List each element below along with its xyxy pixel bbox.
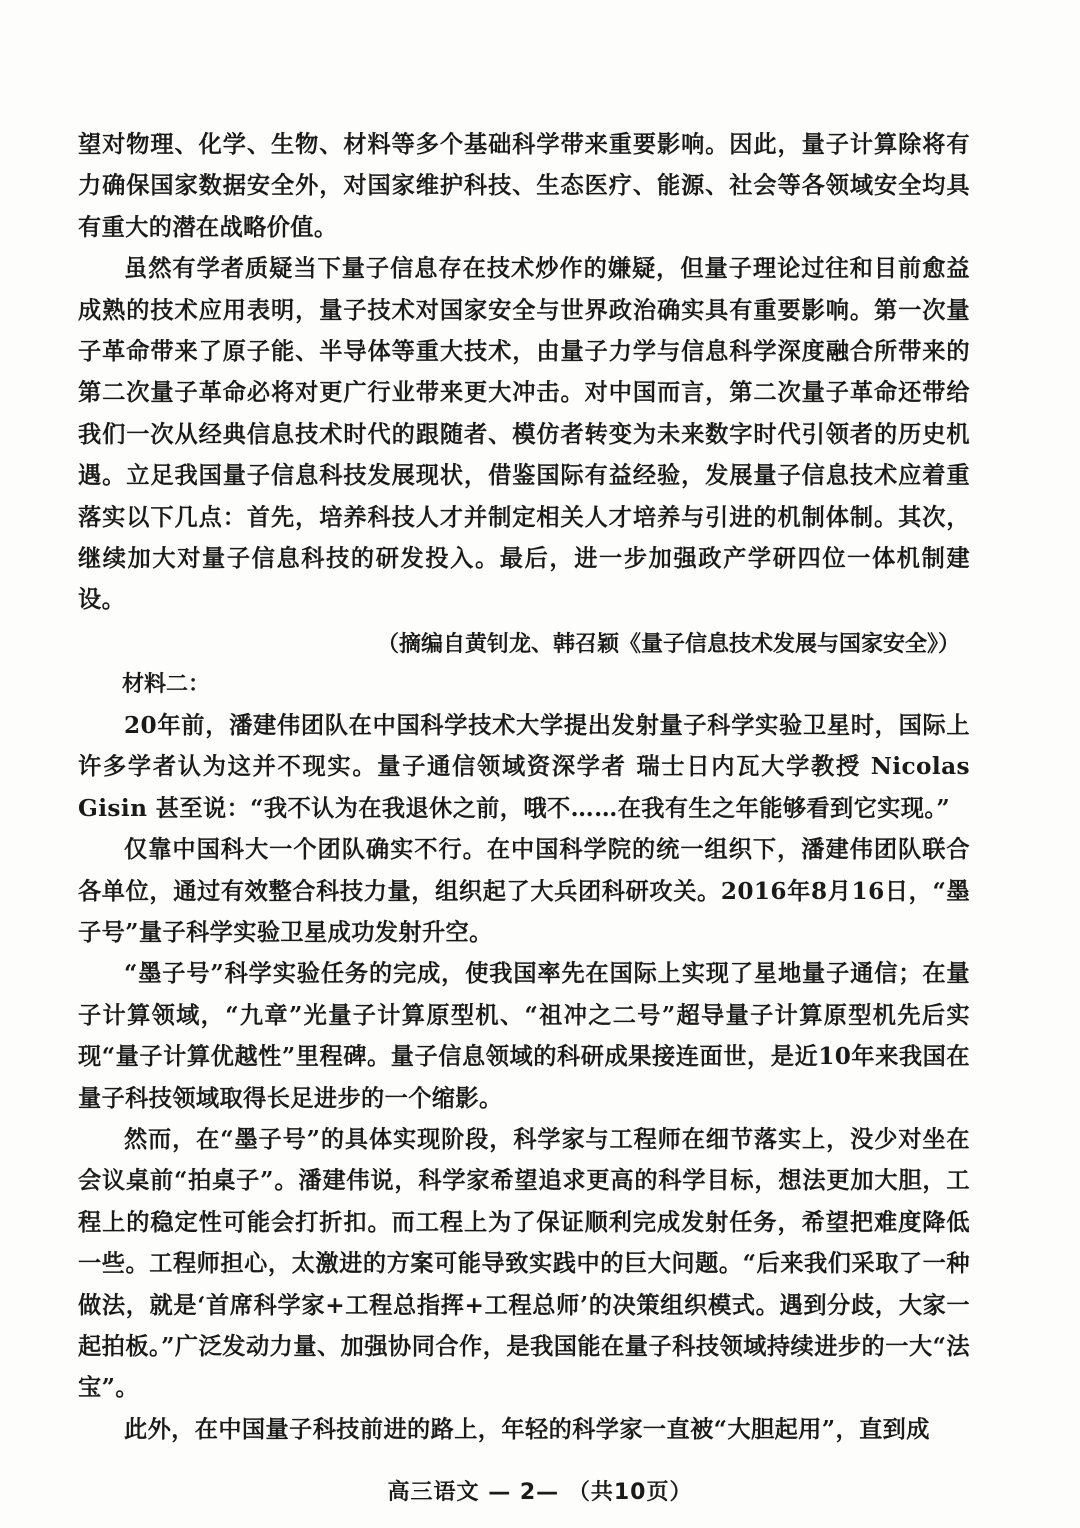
- paragraph-decision-model: 然而，在“墨子号”的具体实现阶段，科学家与工程师在细节落实上，没少对坐在会议桌前“拍桌子”。潘建伟说，科学家希望追求更高的科学目标，想法更加大胆，工程上的稳定性可能会打折扣。而工程上为了保证顺利完成发射任务，希望把难度降低一些。工程师担心，太激进的方案可能导致实践中的巨大问题。“后来我们采取了一种做法，就是‘首席科学家+工程总指挥+工程总师’的决策组织模式。遇到分歧，大家一起拍板。”广泛发动力量、加强协同合作，是我国能在量子科技领域持续进步的一大“法宝”。: [78, 1125, 970, 1402]
- page-content: [78, 124, 970, 1450]
- section-heading-material-two: 材料二：: [122, 671, 211, 697]
- source-citation: （摘编自黄钊龙、韩召颖《量子信息技术发展与国家安全》）: [376, 631, 960, 657]
- paragraph-satellite-proposal: 20年前，潘建伟团队在中国科学技术大学提出发射量子科学实验卫星时，国际上许多学者认为这并不现实。量子通信领域资深学者 瑞士日内瓦大学教授 Nicolas Gisin 甚至说：“我不认为在我退休之前，哦不……在我有生之年能够看到它实现。”: [78, 711, 970, 822]
- paragraph-achievements: “墨子号”科学实验任务的完成，使我国率先在国际上实现了星地量子通信；在量子计算领域，“九章”光量子计算原型机、“祖冲之二号”超导量子计算原型机先后实现“量子计算优越性”里程碑。量子信息领域的科研成果接连面世，是近10年来我国在量子科技领域取得长足进步的一个缩影。: [78, 960, 970, 1112]
- paragraph-quantum-security: 虽然有学者质疑当下量子信息存在技术炒作的嫌疑，但量子理论过往和目前愈益成熟的技术应用表明，量子技术对国家安全与世界政治确实具有重要影响。第一次量子革命带来了原子能、半导体等重大技术，由量子力学与信息科学深度融合所带来的第二次量子革命必将对更广行业带来更大冲击。对中国而言，第二次量子革命还带给我们一次从经典信息技术时代的跟随者、模仿者转变为未来数字时代引领者的历史机遇。立足我国量子信息科技发展现状，借鉴国际有益经验，发展量子信息技术应着重落实以下几点：首先，培养科技人才并制定相关人才培养与引进的机制体制。其次，继续加大对量子信息科技的研发投入。最后，进一步加强政产学研四位一体机制建设。: [78, 255, 970, 614]
- page-footer: 高三语文 — 2— （共10页）: [387, 1480, 693, 1505]
- paragraph-continuation: 望对物理、化学、生物、材料等多个基础科学带来重要影响。因此，量子计算除将有力确保国家数据安全外，对国家维护科技、生态医疗、能源、社会等各领域安全均具有重大的潜在战略价值。: [78, 131, 970, 241]
- paragraph-team-collaboration: 仅靠中国科大一个团队确实不行。在中国科学院的统一组织下，潘建伟团队联合各单位，通过有效整合科技力量，组织起了大兵团科研攻关。2016年8月16日，“墨子号”量子科学实验卫星成功发射升空。: [78, 836, 970, 946]
- paragraph-young-scientists: 此外，在中国量子科技前进的路上，年轻的科学家一直被“大胆起用”，直到成: [124, 1415, 930, 1443]
